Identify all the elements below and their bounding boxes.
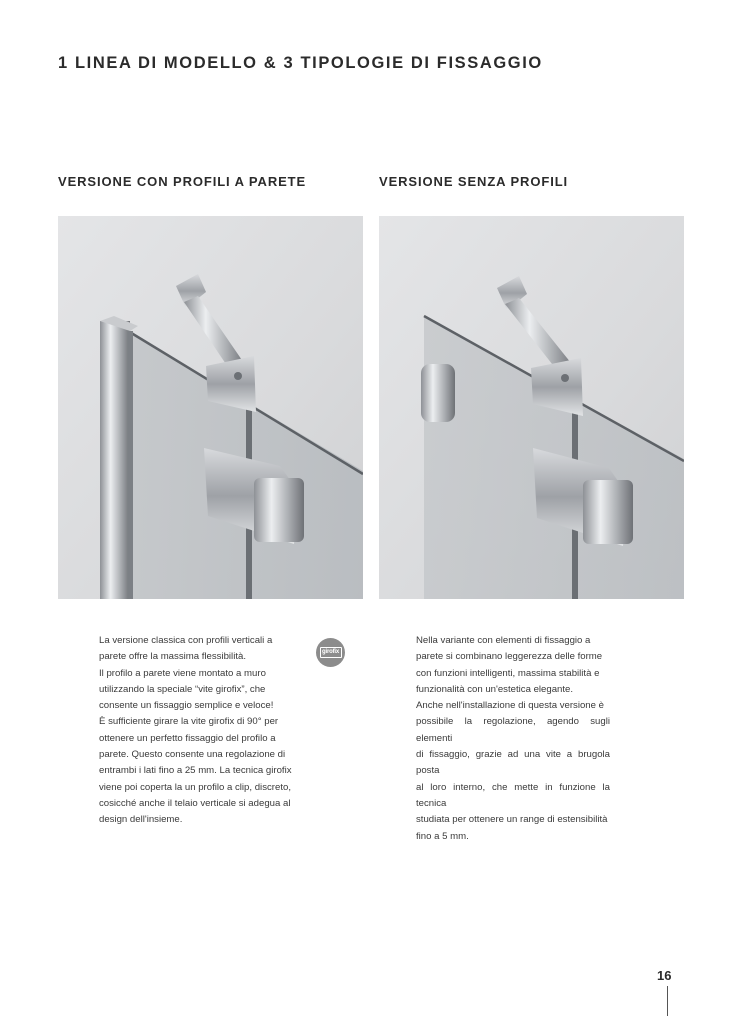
text-line: cosicché anche il telaio verticale si adegua al [99,797,291,809]
text-line: parete si combinano leggerezza delle forme [416,651,603,663]
text-line: design dell'insieme. [99,814,183,826]
text-line: Anche nell'installazione di questa versione è [416,700,604,712]
text-line: funzionalità con un'estetica elegante. [416,683,574,695]
text-line: La versione classica con profili verticali a [99,635,273,646]
right-description [416,633,610,845]
left-description [99,633,293,829]
text-line: Nella variante con elementi di fissaggio a [416,635,591,646]
text-line: viene poi coperta la un profilo a clip, discreto, [99,781,291,793]
right-product-photo [379,216,684,599]
text-line: parete. Questo consente una regolazione di [99,749,286,761]
text-line: parete offre la massima flessibilità. [99,651,246,663]
text-line: possibile la regolazione, agendo sugli elementi [416,716,610,744]
text-line: consente un fissaggio semplice e veloce! [99,700,274,712]
text-line: entrambi i lati fino a 25 mm. La tecnica girofix [99,765,292,777]
text-line: fino a 5 mm. [416,830,469,842]
page-number: 16 [657,968,672,983]
left-section-heading: VERSIONE CON PROFILI A PARETE [58,174,307,189]
text-line: al loro interno, che mette in funzione la tecnica [416,781,610,809]
text-line: ottenere un perfetto fissaggio del profilo a [99,732,276,744]
text-line: con funzioni intelligenti, massima stabilità e [416,667,600,679]
right-section-heading: VERSIONE SENZA PROFILI [379,174,569,189]
text-line: Il profilo a parete viene montato a muro [99,667,266,679]
girofix-logo [316,638,345,667]
text-line: di fissaggio, grazie ad una vite a brugola posta [416,749,610,777]
girofix-logo-label: girofix [320,647,342,658]
page-title: 1 LINEA DI MODELLO & 3 TIPOLOGIE DI FISSAGGIO [58,54,543,72]
page-number-rule [667,986,668,1016]
text-line: studiata per ottenere un range di estensibilità [416,814,608,826]
left-product-photo [58,216,363,599]
text-line: utilizzando la speciale “vite girofix”, che [99,683,266,695]
text-line: È sufficiente girare la vite girofix di 90° per [99,716,279,728]
